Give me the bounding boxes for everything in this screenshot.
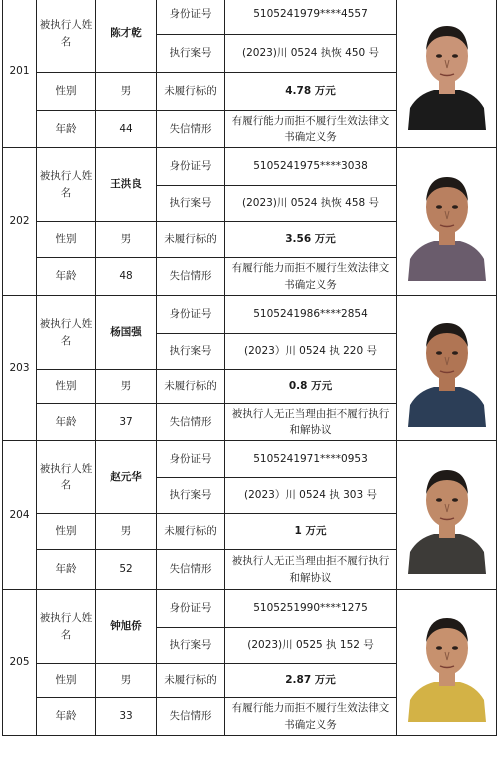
- unpaid-amount: 3.56 万元: [225, 222, 397, 258]
- dishonesty-label: 失信情形: [157, 258, 225, 296]
- gender-label: 性别: [37, 73, 96, 111]
- person-name: 杨国强: [96, 296, 157, 370]
- id-number-label: 身份证号: [157, 0, 225, 35]
- id-number-label: 身份证号: [157, 296, 225, 334]
- portrait-photo: [397, 590, 497, 736]
- record-row: [3, 0, 497, 35]
- gender-label: 性别: [37, 514, 96, 550]
- age: 48: [96, 258, 157, 296]
- unpaid-amount-label: 未履行标的: [157, 664, 225, 698]
- age-label: 年龄: [37, 550, 96, 590]
- id-number-label: 身份证号: [157, 441, 225, 478]
- unpaid-amount-label: 未履行标的: [157, 370, 225, 404]
- dishonesty-label: 失信情形: [157, 550, 225, 590]
- id-number: 5105241975****3038: [225, 148, 397, 186]
- name-label: 被执行人姓名: [37, 590, 96, 664]
- portrait-photo: [397, 148, 497, 296]
- portrait-image: [404, 163, 490, 281]
- dishonesty-circumstance: 有履行能力而拒不履行生效法律文书确定义务: [225, 258, 397, 296]
- gender: 男: [96, 664, 157, 698]
- dishonest-debtor-table: [2, 0, 497, 736]
- gender-label: 性别: [37, 664, 96, 698]
- record-row: [3, 590, 497, 628]
- id-number: 5105241986****2854: [225, 296, 397, 334]
- portrait-photo: [397, 441, 497, 590]
- case-number: (2023)川 0524 执恢 450 号: [225, 35, 397, 73]
- unpaid-amount-label: 未履行标的: [157, 73, 225, 111]
- dishonesty-circumstance: 被执行人无正当理由拒不履行执行和解协议: [225, 404, 397, 441]
- unpaid-amount: 1 万元: [225, 514, 397, 550]
- case-number-label: 执行案号: [157, 478, 225, 514]
- name-label: 被执行人姓名: [37, 441, 96, 514]
- unpaid-amount-label: 未履行标的: [157, 222, 225, 258]
- case-number: (2023)川 0525 执 152 号: [225, 628, 397, 664]
- portrait-image: [404, 604, 490, 722]
- age: 37: [96, 404, 157, 441]
- dishonesty-label: 失信情形: [157, 698, 225, 736]
- dishonesty-label: 失信情形: [157, 404, 225, 441]
- name-label: 被执行人姓名: [37, 148, 96, 222]
- age: 52: [96, 550, 157, 590]
- person-name: 陈才乾: [96, 0, 157, 73]
- case-number: (2023）川 0524 执 303 号: [225, 478, 397, 514]
- age-label: 年龄: [37, 111, 96, 148]
- age-label: 年龄: [37, 258, 96, 296]
- gender: 男: [96, 222, 157, 258]
- unpaid-amount: 2.87 万元: [225, 664, 397, 698]
- gender-label: 性别: [37, 222, 96, 258]
- record-index: 201: [3, 0, 37, 148]
- case-number-label: 执行案号: [157, 334, 225, 370]
- unpaid-amount-label: 未履行标的: [157, 514, 225, 550]
- id-number-label: 身份证号: [157, 590, 225, 628]
- record-row: [3, 296, 497, 334]
- gender: 男: [96, 514, 157, 550]
- dishonesty-circumstance: 有履行能力而拒不履行生效法律文书确定义务: [225, 698, 397, 736]
- gender-label: 性别: [37, 370, 96, 404]
- name-label: 被执行人姓名: [37, 0, 96, 73]
- portrait-photo: [397, 296, 497, 441]
- record-index: 204: [3, 441, 37, 590]
- age-label: 年龄: [37, 404, 96, 441]
- case-number-label: 执行案号: [157, 628, 225, 664]
- person-name: 王洪良: [96, 148, 157, 222]
- record-index: 205: [3, 590, 37, 736]
- case-number: (2023)川 0524 执恢 458 号: [225, 186, 397, 222]
- gender: 男: [96, 73, 157, 111]
- table-body: [3, 0, 497, 736]
- age: 44: [96, 111, 157, 148]
- dishonesty-label: 失信情形: [157, 111, 225, 148]
- id-number: 5105241979****4557: [225, 0, 397, 35]
- unpaid-amount: 0.8 万元: [225, 370, 397, 404]
- unpaid-amount: 4.78 万元: [225, 73, 397, 111]
- dishonesty-circumstance: 被执行人无正当理由拒不履行执行和解协议: [225, 550, 397, 590]
- record-row: [3, 148, 497, 186]
- id-number: 5105241971****0953: [225, 441, 397, 478]
- id-number: 5105251990****1275: [225, 590, 397, 628]
- portrait-image: [404, 12, 490, 130]
- portrait-photo: [397, 0, 497, 148]
- dishonesty-circumstance: 有履行能力而拒不履行生效法律文书确定义务: [225, 111, 397, 148]
- record-index: 203: [3, 296, 37, 441]
- person-name: 赵元华: [96, 441, 157, 514]
- name-label: 被执行人姓名: [37, 296, 96, 370]
- id-number-label: 身份证号: [157, 148, 225, 186]
- gender: 男: [96, 370, 157, 404]
- case-number: (2023）川 0524 执 220 号: [225, 334, 397, 370]
- portrait-image: [404, 456, 490, 574]
- person-name: 钟旭侨: [96, 590, 157, 664]
- age-label: 年龄: [37, 698, 96, 736]
- age: 33: [96, 698, 157, 736]
- case-number-label: 执行案号: [157, 186, 225, 222]
- record-index: 202: [3, 148, 37, 296]
- case-number-label: 执行案号: [157, 35, 225, 73]
- record-row: [3, 441, 497, 478]
- portrait-image: [404, 309, 490, 427]
